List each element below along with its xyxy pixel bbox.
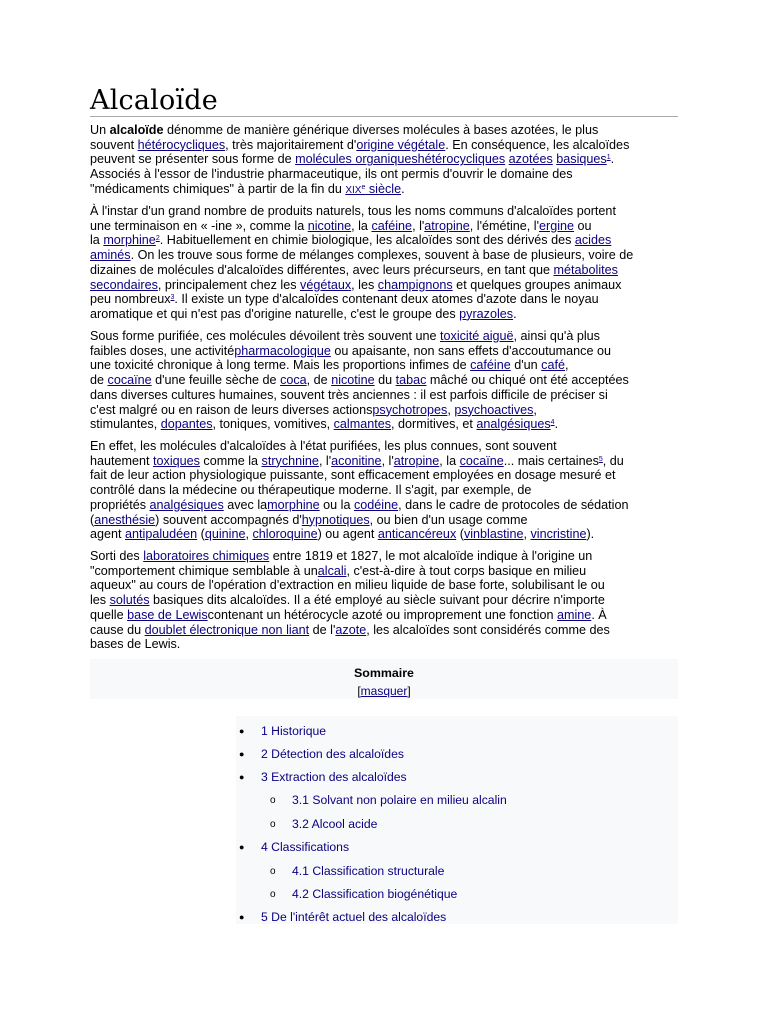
link-anticancereux[interactable]: anticancéreux [377, 527, 457, 542]
link-vincristine[interactable]: vincristine [530, 527, 587, 542]
link-analgesiques[interactable]: analgésiques [476, 417, 551, 432]
link-strychnine[interactable]: strychnine [261, 453, 319, 468]
text-line [90, 608, 678, 623]
text: . [554, 417, 559, 432]
text: ( [90, 512, 95, 527]
text: cause du [90, 622, 145, 637]
text: de l' [309, 622, 336, 637]
bullet-icon: ● [239, 912, 245, 922]
toc-item-alcool-acide[interactable] [236, 817, 678, 840]
circle-bullet-icon: o [270, 819, 276, 830]
link-tabac[interactable]: tabac [395, 373, 427, 388]
link-molecules-organiques[interactable]: molécules organiqueshétérocycliques [295, 152, 506, 167]
paragraph-etymology [90, 549, 678, 652]
text-line [90, 417, 678, 432]
text-line [90, 292, 678, 307]
text: ... mais certaines [503, 453, 599, 468]
toc-item-structurale[interactable] [236, 864, 678, 887]
toc-link[interactable]: 4.1 Classification structurale [292, 864, 445, 878]
toc-link[interactable]: 2 Détection des alcaloïdes [261, 747, 404, 761]
text: , l' [318, 453, 332, 468]
link-hypnotiques[interactable]: hypnotiques [301, 512, 370, 527]
text-line: À l'instar d'un grand nombre de produits naturels, tous les noms communs d'alcaloïdes portent [90, 204, 616, 218]
toc-list [236, 716, 678, 924]
link-vinblastine[interactable]: vinblastine [463, 527, 524, 542]
toc-item-historique[interactable] [236, 724, 678, 747]
link-anesthesie[interactable]: anesthésie [94, 512, 156, 527]
text: siècle [365, 181, 402, 196]
text: les [90, 593, 110, 608]
text: peuvent se présenter sous forme de [90, 152, 296, 167]
link-nicotine[interactable]: nicotine [331, 373, 375, 388]
text: ou [574, 218, 592, 233]
link-azotees[interactable]: azotées [508, 152, 553, 167]
text-line [90, 329, 678, 344]
text-line [90, 593, 678, 608]
link-analgesiques[interactable]: analgésiques [149, 497, 224, 512]
text-line [90, 278, 678, 293]
link-heterocycliques[interactable]: hétérocycliques [137, 137, 226, 152]
text: , dormitives, et [391, 417, 477, 432]
text: , les [351, 277, 378, 292]
text: entre 1819 et 1827, le mot alcaloïde indique à l'origine un [269, 549, 593, 563]
text-line [90, 498, 678, 513]
text: et quelques groupes animaux [452, 277, 622, 292]
text: , [447, 402, 455, 417]
link-morphine[interactable]: morphine [103, 233, 156, 248]
link-base-de-lewis[interactable]: base de Lewis [127, 607, 208, 622]
text: Sous forme purifiée, ces molécules dévoilent très souvent une [90, 329, 441, 343]
text: Sorti des [90, 549, 144, 563]
text: . [401, 181, 405, 196]
text-line: fait de leur action physiologique puissante, sont efficacement employées en dosage mesuré et [90, 468, 616, 483]
toc-item-classifications[interactable] [236, 840, 678, 863]
link-chloroquine[interactable]: chloroquine [252, 527, 318, 542]
link-xixe-siecle[interactable] [345, 182, 401, 196]
text: , [533, 402, 537, 417]
link-morphine[interactable]: morphine [267, 497, 320, 512]
text: basiques dits alcaloïdes. Il a été employé au siècle suivant pour décrire n'importe [149, 593, 605, 608]
text: ( [197, 527, 205, 542]
link-acides-amines-cont[interactable]: aminés [90, 248, 131, 263]
link-atropine[interactable]: atropine [393, 453, 440, 468]
text: comme la [199, 453, 262, 468]
text-line [90, 307, 678, 322]
text: , la [351, 218, 372, 233]
toc-item-biogenetique[interactable] [236, 887, 678, 910]
link-cafeine[interactable]: caféine [470, 358, 511, 373]
link-quinine[interactable]: quinine [204, 527, 246, 542]
link-pharmacologique[interactable]: pharmacologique [234, 343, 331, 358]
link-basiques[interactable]: basiques [556, 152, 607, 167]
text: c'est malgré ou en raison de leurs diverses actions [90, 402, 373, 417]
text: , c'est-à-dire à tout corps basique en milieu [346, 563, 587, 578]
text: d'une feuille sèche de [151, 373, 281, 388]
text: . À [591, 607, 607, 622]
bracket-open: [ [357, 684, 361, 698]
link-amine[interactable]: amine [557, 607, 592, 622]
text-line [90, 358, 678, 373]
text: ). [586, 527, 595, 542]
link-cocaine[interactable]: cocaïne [107, 373, 152, 388]
text-line [90, 527, 678, 542]
text: faibles doses, une activité [90, 343, 235, 358]
bullet-icon: ● [239, 749, 245, 759]
text: mâché ou chiqué ont été acceptées [426, 373, 629, 388]
link-psychoactives[interactable]: psychoactives [454, 402, 534, 417]
toc-link[interactable]: 3 Extraction des alcaloïdes [261, 770, 407, 784]
text: , ainsi qu'à plus [513, 329, 600, 343]
toc-item-solvant[interactable] [236, 793, 678, 816]
link-ergine[interactable]: ergine [539, 218, 575, 233]
text: dizaines de molécules d'alcaloïdes différentes, avec leurs précurseurs, en tant que [90, 262, 554, 277]
text: Un [90, 123, 110, 137]
text: de [90, 373, 108, 388]
link-cafe[interactable]: café [541, 358, 565, 373]
link-azote[interactable]: azote [335, 622, 367, 637]
toc-link[interactable]: 3.1 Solvant non polaire en milieu alcalin [292, 793, 507, 807]
text: contenant un hétérocycle azoté ou improprement une fonction [207, 607, 557, 622]
text: une toxicité chronique à long terme. Mais les proportions infimes de [90, 358, 471, 373]
text-line [90, 373, 678, 388]
text: . [513, 306, 517, 321]
link-atropine[interactable]: atropine [424, 218, 470, 233]
paragraph-toxicity [90, 329, 678, 432]
text-line [90, 344, 678, 359]
text: une terminaison en « -ine », comme la [90, 218, 308, 233]
text-line [90, 263, 678, 278]
footnote-ref[interactable]: 2 [155, 235, 160, 243]
text: peu nombreux [90, 292, 171, 307]
paragraph-medicine [90, 439, 678, 542]
link-psychotropes[interactable]: psychotropes [372, 402, 448, 417]
link-nicotine[interactable]: nicotine [307, 218, 352, 233]
toc-link[interactable]: 1 Historique [261, 724, 327, 738]
title-divider [90, 116, 678, 117]
text-line [90, 152, 678, 167]
link-toxiques[interactable]: toxiques [153, 453, 200, 468]
text: ou apaisante, non sans effets d'accoutumance ou [330, 343, 611, 358]
toc-hide-link[interactable]: masquer [360, 684, 408, 698]
bracket-close: ] [407, 684, 411, 698]
text-line: dans diverses cultures humaines, souvent très anciennes : il est parfois difficile de préciser si [90, 387, 608, 402]
text: . On les trouve sous forme de mélanges complexes, souvent à base de plusieurs, voire de [130, 248, 634, 263]
circle-bullet-icon: o [270, 866, 276, 877]
link-champignons[interactable]: champignons [377, 277, 453, 292]
text: , [564, 358, 569, 373]
text: , dans le cadre de protocoles de sédation [398, 497, 629, 512]
text: , l' [381, 453, 394, 468]
link-vegetaux[interactable]: végétaux [300, 277, 352, 292]
text: , la [439, 453, 460, 468]
text: "comportement chimique semblable à un [90, 563, 318, 578]
century-numeral: XIX [345, 184, 362, 196]
text: , l' [412, 218, 425, 233]
link-laboratoires-chimiques[interactable]: laboratoires chimiques [143, 549, 270, 563]
text: d'un [510, 358, 542, 373]
text: , [523, 527, 531, 542]
text-line [90, 233, 678, 248]
text: agent [90, 527, 126, 542]
text: ou la [319, 497, 354, 512]
link-calmantes[interactable]: calmantes [333, 417, 392, 432]
footnote-ref[interactable]: 5 [598, 455, 603, 463]
link-doublet-electronique[interactable]: doublet électronique non liant [144, 622, 310, 637]
text-line: En effet, les molécules d'alcaloïdes à l'état purifiées, les plus connues, sont souvent [90, 439, 557, 453]
text: avec la [223, 497, 268, 512]
text: ( [456, 527, 464, 542]
toc-item-detection[interactable] [236, 747, 678, 770]
link-metabolites-cont[interactable]: secondaires [90, 277, 158, 292]
footnote-ref[interactable]: 3 [170, 294, 175, 302]
text: hautement [90, 453, 154, 468]
text-line [90, 513, 678, 528]
text: , principalement chez les [157, 277, 301, 292]
link-codeine[interactable]: codéine [353, 497, 399, 512]
text-line [90, 623, 678, 638]
bold-term: alcaloïde [109, 123, 164, 137]
text: du [374, 373, 396, 388]
toc-link[interactable]: 4.2 Classification biogénétique [292, 887, 458, 901]
link-alcali[interactable]: alcali [317, 563, 347, 578]
text-line: contrôlé dans la médecine ou thérapeutique moderne. Il s'agit, par exemple, de [90, 483, 532, 498]
link-acides-amines[interactable]: acides [574, 233, 612, 248]
link-cocaine[interactable]: cocaïne [459, 453, 504, 468]
text: , ou bien d'un usage comme [369, 512, 528, 527]
circle-bullet-icon: o [270, 889, 276, 900]
link-cafeine[interactable]: caféine [371, 218, 413, 233]
superscript: e [361, 183, 366, 191]
paragraph-naming [90, 204, 678, 322]
link-pyrazoles[interactable]: pyrazoles [459, 306, 514, 321]
text-line [90, 403, 678, 418]
link-coca[interactable]: coca [280, 373, 307, 388]
text-line: bases de Lewis. [90, 637, 181, 652]
circle-bullet-icon: o [270, 795, 276, 806]
text: . En conséquence, les alcaloïdes [445, 137, 630, 152]
text: dénomme de manière générique diverses molécules à bases azotées, le plus [163, 123, 599, 137]
link-origine-vegetale[interactable]: origine végétale [356, 137, 446, 152]
text-line [90, 549, 678, 564]
text: propriétés [90, 497, 150, 512]
bullet-icon: ● [239, 726, 245, 736]
footnote-ref[interactable]: 1 [606, 154, 611, 162]
text: quelle [90, 607, 128, 622]
text-line [90, 123, 678, 138]
toc-item-extraction[interactable] [236, 770, 678, 793]
text: stimulantes, [90, 417, 161, 432]
toc-title: Sommaire [354, 666, 414, 680]
text: aromatique et qui n'est pas d'origine naturelle, c'est le groupe des [90, 306, 460, 321]
text: "médicaments chimiques" à partir de la fin du [90, 181, 346, 196]
text: la [90, 233, 104, 248]
text: , de [306, 373, 332, 388]
link-aconitine[interactable]: aconitine [331, 453, 382, 468]
text: , [245, 527, 253, 542]
text-line [90, 248, 678, 263]
bullet-icon: ● [239, 772, 245, 782]
footnote-ref[interactable]: 4 [550, 419, 555, 427]
toc-link[interactable]: 3.2 Alcool acide [292, 817, 378, 831]
toc-link[interactable]: 5 De l'intérêt actuel des alcaloïdes [261, 910, 447, 924]
text-line [90, 182, 678, 199]
text-line [90, 564, 678, 579]
toc-item-interet-actuel[interactable] [236, 910, 678, 933]
link-metabolites[interactable]: métabolites [553, 262, 618, 277]
link-dopantes[interactable]: dopantes [160, 417, 213, 432]
link-solutes[interactable]: solutés [109, 593, 150, 608]
text: ) souvent accompagnés d' [155, 512, 302, 527]
text-line: Associés à l'essor de l'industrie pharmaceutique, ils ont permis d'ouvrir le domaine des [90, 167, 573, 182]
text-line [90, 219, 678, 234]
text: . [610, 152, 615, 167]
bullet-icon: ● [239, 842, 245, 852]
text-line: aqueux" au cours de l'opération d'extraction en milieu liquide de base forte, solubilisant le ou [90, 578, 605, 593]
text: , du [602, 453, 624, 468]
link-toxicite-aigue[interactable]: toxicité aiguë [440, 329, 514, 343]
text: . Habituellement en chimie biologique, les alcaloïdes sont des dérivés des [159, 233, 575, 248]
text: souvent [90, 137, 138, 152]
toc-link[interactable]: 4 Classifications [261, 840, 350, 854]
link-antipaludeen[interactable]: antipaludéen [125, 527, 198, 542]
text-line [90, 138, 678, 153]
text: ) ou agent [317, 527, 378, 542]
text: , très majoritairement d' [225, 137, 357, 152]
text: , toniques, vomitives, [212, 417, 334, 432]
toc-toggle [90, 684, 678, 699]
text: . Il existe un type d'alcaloïdes contenant deux atomes d'azote dans le noyau [174, 292, 599, 307]
text: , l'émétine, l' [469, 218, 540, 233]
page-title: Alcaloïde [90, 85, 218, 116]
text: , les alcaloïdes sont considérés comme des [366, 622, 610, 637]
text-line [90, 454, 678, 469]
paragraph-intro [90, 123, 678, 199]
